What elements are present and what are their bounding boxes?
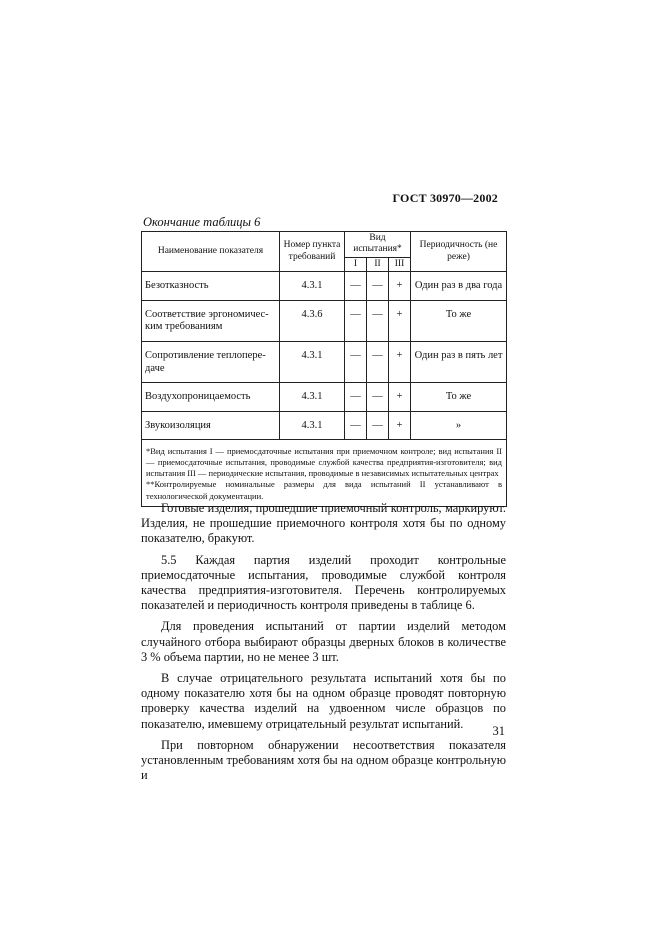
- table-row: [142, 272, 507, 301]
- row-period: Один раз в два года: [411, 272, 507, 301]
- table-caption: Окончание таблицы 6: [143, 215, 261, 229]
- table-row: [142, 341, 507, 382]
- paragraph: Готовые изделия, прошедшие приемочный контроль, маркируют. Изделия, не прошедшие приемочного контроля хотя бы по одному показателю, бракуют.: [141, 501, 506, 546]
- row-mark-2: —: [367, 383, 389, 412]
- table-notes-row: [142, 440, 507, 506]
- body-text: [141, 501, 506, 789]
- row-name: Соответствие эргономичес-ким требованиям: [142, 300, 280, 341]
- table-header-row: [142, 232, 507, 258]
- table-row: [142, 383, 507, 412]
- row-name: Звукоизоляция: [142, 411, 280, 440]
- row-clause: 4.3.1: [280, 272, 345, 301]
- row-mark-1: —: [345, 300, 367, 341]
- header-test-col-2: II: [367, 257, 389, 271]
- row-mark-1: —: [345, 383, 367, 412]
- paragraph: При повторном обнаружении несоответствия показателя установленным требованиям хотя бы на одном образце контрольную и: [141, 737, 507, 783]
- row-mark-2: —: [367, 411, 389, 440]
- row-mark-3: +: [389, 411, 411, 440]
- row-mark-2: —: [367, 272, 389, 301]
- header-clause: Номер пункта требований: [280, 232, 345, 272]
- row-name: Сопротивление теплопере-даче: [142, 341, 280, 382]
- row-mark-3: +: [389, 272, 411, 301]
- note-test-types: *Вид испытания I — приемосдаточные испытания при приемочном контроле; вид испытания II — приемосдаточные испытания, проводимые службой качества предприятия-изготовителя; вид испытания III — периодические испытания, проводимые в независимых испытательных центрах: [146, 446, 503, 479]
- row-mark-1: —: [345, 411, 367, 440]
- row-mark-2: —: [367, 300, 389, 341]
- row-mark-3: +: [389, 300, 411, 341]
- row-period: »: [411, 411, 507, 440]
- table-notes: [142, 440, 507, 506]
- row-mark-1: —: [345, 272, 367, 301]
- requirements-table: [141, 231, 507, 507]
- header-test-col-1: I: [345, 257, 367, 271]
- page-number: 31: [492, 724, 505, 738]
- row-mark-3: +: [389, 341, 411, 382]
- header-test-type: Вид испытания*: [345, 232, 411, 258]
- row-period: То же: [411, 383, 507, 412]
- row-period: Один раз в пять лет: [411, 341, 507, 382]
- row-mark-3: +: [389, 383, 411, 412]
- paragraph: В случае отрицательного результата испытаний хотя бы по одному показателю хотя бы на одном образце проводят повторную проверку качества изделий на удвоенном числе образцов по показателю, имевшему отрицательный результат испытаний.: [141, 671, 506, 731]
- row-clause: 4.3.1: [280, 383, 345, 412]
- header-test-col-3: III: [389, 257, 411, 271]
- row-clause: 4.3.6: [280, 300, 345, 341]
- row-clause: 4.3.1: [280, 341, 345, 382]
- table-row: [142, 411, 507, 440]
- header-period: Периодичность (не реже): [411, 232, 507, 272]
- table-row: [142, 300, 507, 341]
- row-clause: 4.3.1: [280, 411, 345, 440]
- row-mark-2: —: [367, 341, 389, 382]
- paragraph: 5.5 Каждая партия изделий проходит контрольные приемосдаточные испытания, проводимые службой контроля качества предприятия-изготовителя. Перечень контролируемых показателей и периодичность контроля приведены в таблице 6.: [141, 552, 506, 613]
- document-code: ГОСТ 30970—2002: [392, 191, 498, 205]
- row-period: То же: [411, 300, 507, 341]
- row-mark-1: —: [345, 341, 367, 382]
- row-name: Безотказность: [142, 272, 280, 301]
- header-name: Наименование показателя: [142, 232, 280, 272]
- note-dimensions: **Контролируемые номинальные размеры для вида испытаний II устанавливают в технологической документации.: [146, 479, 503, 501]
- paragraph: Для проведения испытаний от партии изделий методом случайного отбора выбирают образцы дверных блоков в количестве 3 % объема партии, но не менее 3 шт.: [141, 619, 506, 664]
- row-name: Воздухопроницаемость: [142, 383, 280, 412]
